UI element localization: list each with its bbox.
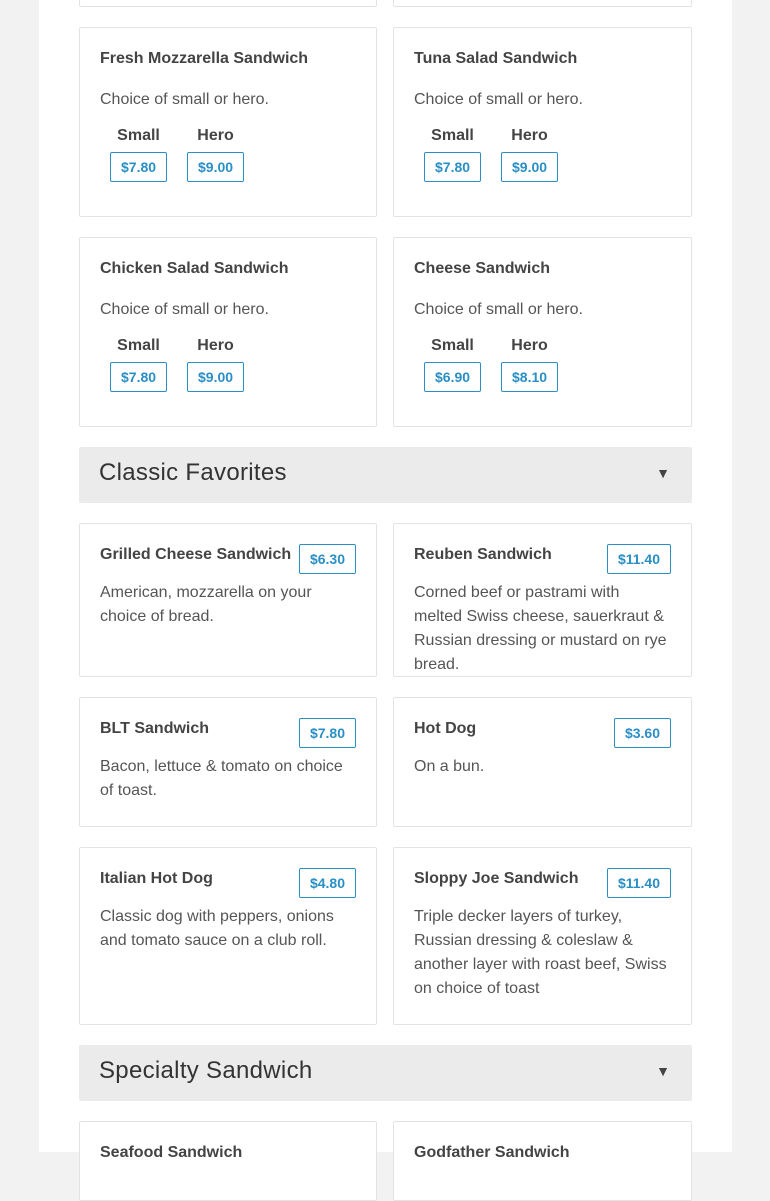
- item-name: Cheese Sandwich: [414, 260, 551, 277]
- section-header-classic-favorites[interactable]: [79, 447, 692, 503]
- hero-price-button[interactable]: $8.10: [501, 362, 558, 392]
- item-name: Chicken Salad Sandwich: [100, 260, 289, 277]
- size-option-hero: [187, 336, 244, 392]
- section-header-specialty-sandwich[interactable]: [79, 1045, 692, 1101]
- menu-item-card[interactable]: [79, 523, 377, 677]
- menu-item-card[interactable]: [79, 237, 377, 427]
- menu-item-card[interactable]: [393, 523, 692, 677]
- section-title: Classic Favorites: [99, 459, 287, 486]
- small-price-button[interactable]: $7.80: [110, 362, 167, 392]
- item-description: Classic dog with peppers, onions and tomato sauce on a club roll.: [100, 908, 334, 949]
- size-option-small: [424, 126, 481, 182]
- item-description: Choice of small or hero.: [414, 301, 583, 318]
- size-option-hero: [501, 336, 558, 392]
- section-title: Specialty Sandwich: [99, 1057, 313, 1084]
- size-label: Hero: [511, 127, 548, 144]
- item-description: American, mozzarella on your choice of bread.: [100, 584, 312, 625]
- size-option-small: [110, 126, 167, 182]
- size-option-hero: [501, 126, 558, 182]
- price-button[interactable]: $11.40: [607, 544, 671, 574]
- menu-item-card[interactable]: [393, 237, 692, 427]
- menu-item-card[interactable]: [79, 1121, 377, 1201]
- item-name: Tuna Salad Sandwich: [414, 50, 578, 67]
- item-name: BLT Sandwich: [100, 720, 210, 737]
- menu-item-card[interactable]: [393, 0, 692, 7]
- chevron-down-icon: ▼: [656, 465, 670, 481]
- item-description: Choice of small or hero.: [414, 91, 583, 108]
- menu-item-card[interactable]: [393, 697, 692, 827]
- menu-item-card[interactable]: [79, 0, 377, 7]
- item-description: Choice of small or hero.: [100, 91, 269, 108]
- menu-item-card[interactable]: [79, 27, 377, 217]
- size-option-small: [424, 336, 481, 392]
- price-button[interactable]: $4.80: [299, 868, 356, 898]
- small-price-button[interactable]: $7.80: [110, 152, 167, 182]
- item-name: Sloppy Joe Sandwich: [414, 870, 579, 887]
- size-label: Hero: [197, 337, 234, 354]
- menu-item-card[interactable]: [79, 847, 377, 1025]
- item-description: Bacon, lettuce & tomato on choice of toast.: [100, 758, 343, 799]
- menu-item-card[interactable]: [393, 847, 692, 1025]
- item-description: Choice of small or hero.: [100, 301, 269, 318]
- size-label: Hero: [511, 337, 548, 354]
- size-option-hero: [187, 126, 244, 182]
- hero-price-button[interactable]: $9.00: [187, 152, 244, 182]
- item-name: Godfather Sandwich: [414, 1144, 570, 1161]
- chevron-down-icon: ▼: [656, 1063, 670, 1079]
- size-label: Hero: [197, 127, 234, 144]
- item-description: Corned beef or pastrami with melted Swiss cheese, sauerkraut & Russian dressing or mustard on rye bread.: [414, 584, 667, 673]
- price-button[interactable]: $11.40: [607, 868, 671, 898]
- item-name: Seafood Sandwich: [100, 1144, 243, 1161]
- menu-item-card[interactable]: [79, 697, 377, 827]
- size-option-small: [110, 336, 167, 392]
- price-button[interactable]: $7.80: [299, 718, 356, 748]
- size-label: Small: [431, 337, 474, 354]
- small-price-button[interactable]: $7.80: [424, 152, 481, 182]
- size-label: Small: [117, 127, 160, 144]
- item-name: Grilled Cheese Sandwich: [100, 546, 292, 563]
- price-button[interactable]: $6.30: [299, 544, 356, 574]
- menu-item-card[interactable]: [393, 27, 692, 217]
- price-button[interactable]: $3.60: [614, 718, 671, 748]
- hero-price-button[interactable]: $9.00: [501, 152, 558, 182]
- item-name: Reuben Sandwich: [414, 546, 552, 563]
- small-price-button[interactable]: $6.90: [424, 362, 481, 392]
- hero-price-button[interactable]: $9.00: [187, 362, 244, 392]
- size-label: Small: [431, 127, 474, 144]
- item-name: Hot Dog: [414, 720, 477, 737]
- menu-page: [39, 0, 732, 1161]
- item-name: Fresh Mozzarella Sandwich: [100, 50, 309, 67]
- item-description: Triple decker layers of turkey, Russian dressing & coleslaw & another layer with roast beef, Swiss on choice of toast: [414, 908, 667, 997]
- item-name: Italian Hot Dog: [100, 870, 213, 887]
- menu-item-card[interactable]: [393, 1121, 692, 1201]
- size-label: Small: [117, 337, 160, 354]
- item-description: On a bun.: [414, 758, 485, 775]
